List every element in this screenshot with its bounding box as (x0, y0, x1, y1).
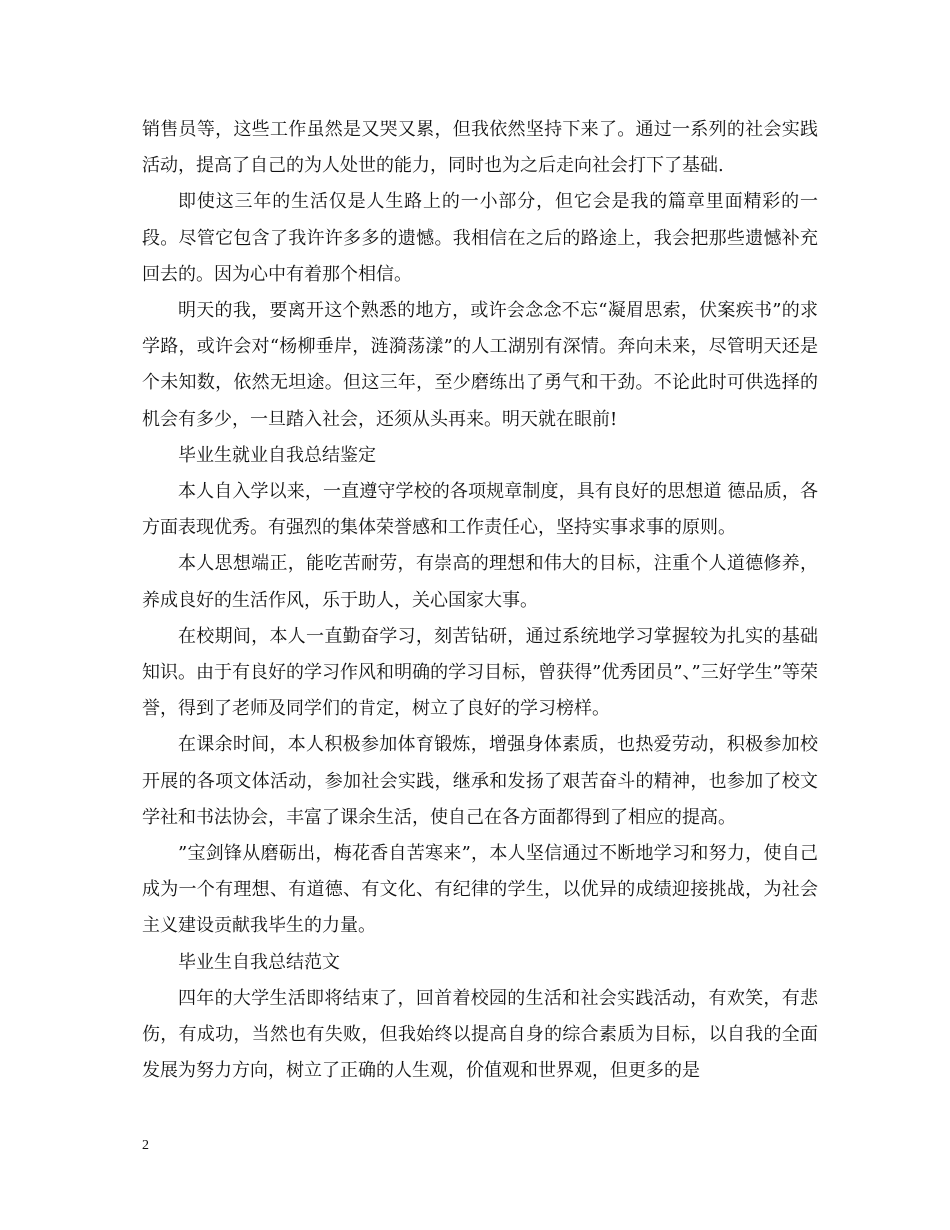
paragraph-continuation: 销售员等，这些工作虽然是又哭又累，但我依然坚持下来了。通过一系列的社会实践活动，提高了自己的为人处世的能力，同时也为之后走向社会打下了基础. (142, 119, 818, 177)
paragraph: 四年的大学生活即将结束了，回首着校园的生活和社会实践活动，有欢笑，有悲伤，有成功，当然也有失败，但我始终以提高自身的综合素质为目标，以自我的全面发展为努力方向，树立了正确的人生观，价值观和世界观，但更多的是 (142, 987, 818, 1082)
paragraph: 明天的我，要离开这个熟悉的地方，或许会念念不忘“凝眉思索，伏案疾书”的求学路，或许会对“杨柳垂岸，涟漪荡漾”的人工湖别有深情。奔向未来，尽管明天还是个未知数，依然无坦途。但这三年，至少磨练出了勇气和干劲。不论此时可供选择的机会有多少，一旦踏入社会，还须从头再来。明天就在眼前! (142, 300, 818, 430)
paragraph: ”宝剑锋从磨砺出，梅花香自苦寒来”，本人坚信通过不断地学习和努力，使自己成为一个有理想、有道德、有文化、有纪律的学生，以优异的成绩迎接挑战，为社会主义建设贡献我毕生的力量。 (142, 843, 818, 937)
paragraph: 在校期间，本人一直勤奋学习，刻苦钻研，通过系统地学习掌握较为扎实的基础知识。由于有良好的学习作风和明确的学习目标，曾获得”优秀团员”、”三好学生”等荣誉，得到了老师及同学们的肯定，树立了良好的学习榜样。 (142, 625, 818, 720)
paragraph: 本人思想端正，能吃苦耐劳，有崇高的理想和伟大的目标，注重个人道德修养，养成良好的生活作风，乐于助人，关心国家大事。 (142, 553, 818, 611)
page-number: 2 (142, 1138, 149, 1153)
section-heading: 毕业生自我总结范文 (178, 951, 340, 973)
paragraph: 即使这三年的生活仅是人生路上的一小部分，但它会是我的篇章里面精彩的一段。尽管它包含了我许许多多的遗憾。我相信在之后的路途上，我会把那些遗憾补充回去的。因为心中有着那个相信。 (142, 191, 818, 285)
paragraph: 在课余时间，本人积极参加体育锻炼，增强身体素质，也热爱劳动，积极参加校开展的各项文体活动，参加社会实践，继承和发扬了艰苦奋斗的精神，也参加了校文学社和书法协会，丰富了课余生活，使自己在各方面都得到了相应的提高。 (142, 734, 818, 828)
paragraph: 本人自入学以来，一直遵守学校的各项规章制度，具有良好的思想道 德品质，各方面表现优秀。有强烈的集体荣誉感和工作责任心，坚持实事求事的原则。 (142, 481, 818, 539)
document-body (142, 112, 818, 1089)
section-heading: 毕业生就业自我总结鉴定 (178, 444, 376, 466)
